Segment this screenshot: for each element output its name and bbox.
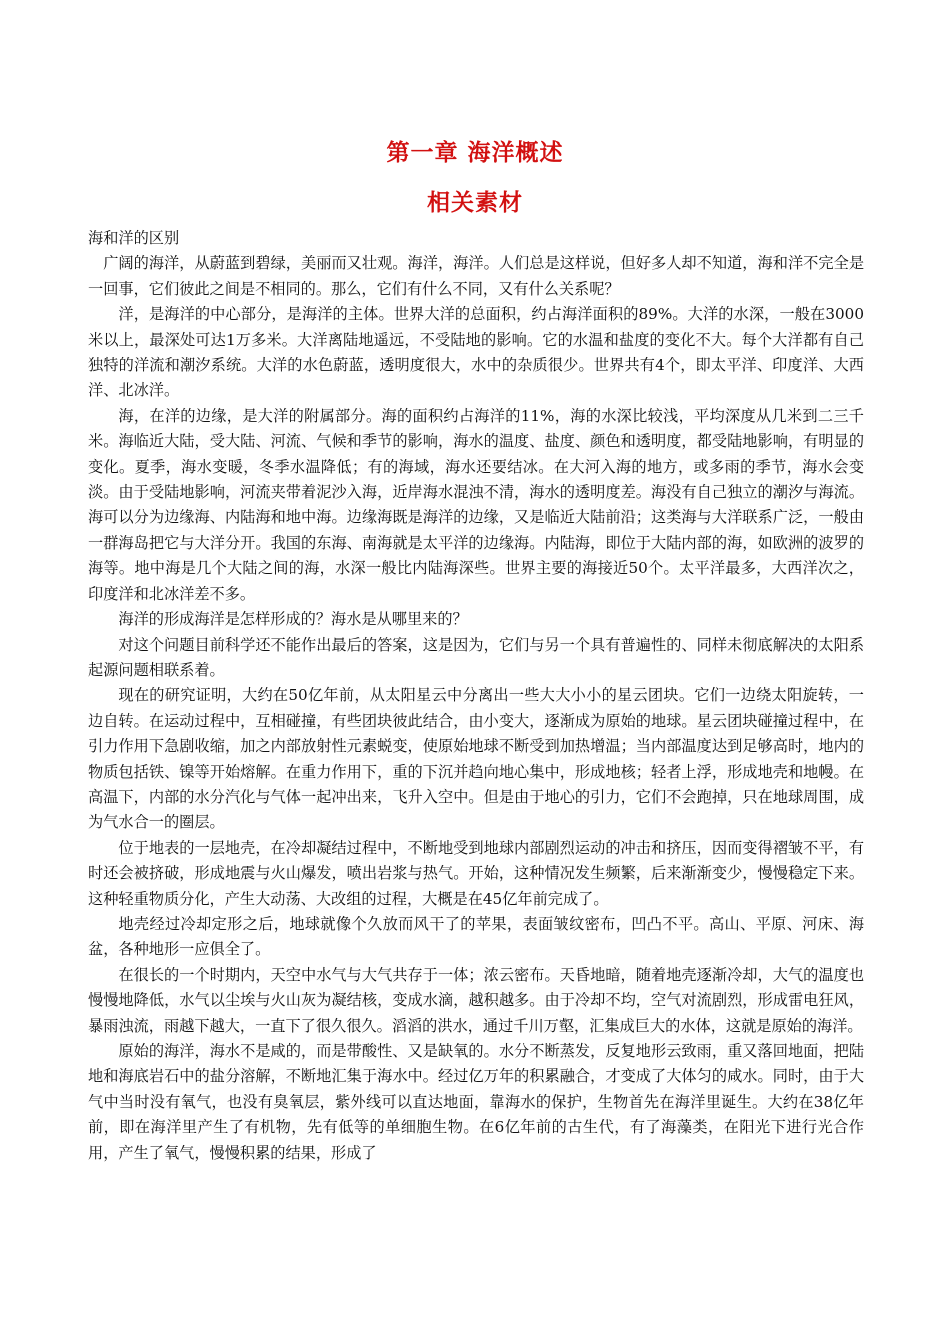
- document-body: [88, 226, 864, 1166]
- paragraph: 原始的海洋，海水不是咸的，而是带酸性、又是缺氧的。水分不断蒸发，反复地形云致雨，重又落回地面，把陆地和海底岩石中的盐分溶解，不断地汇集于海水中。经过亿万年的积累融合，才变成了大体匀的咸水。同时，由于大气中当时没有氧气，也没有臭氧层，紫外线可以直达地面，靠海水的保护，生物首先在海洋里诞生。大约在38亿年前，即在海洋里产生了有机物，先有低等的单细胞生物。在6亿年前的古生代，有了海藻类，在阳光下进行光合作用，产生了氧气，慢慢积累的结果，形成了: [88, 1042, 864, 1162]
- paragraph: 现在的研究证明，大约在50亿年前，从太阳星云中分离出一些大大小小的星云团块。它们一边绕太阳旋转，一边自转。在运动过程中，互相碰撞，有些团块彼此结合，由小变大，逐渐成为原始的地球。星云团块碰撞过程中，在引力作用下急剧收缩，加之内部放射性元素蜕变，使原始地球不断受到加热增温；当内部温度达到足够高时，地内的物质包括铁、镍等开始熔解。在重力作用下，重的下沉并趋向地心集中，形成地核；轻者上浮，形成地壳和地幔。在高温下，内部的水分汽化与气体一起冲出来，飞升入空中。但是由于地心的引力，它们不会跑掉，只在地球周围，成为气水合一的圈层。: [88, 686, 864, 832]
- paragraph: 在很长的一个时期内，天空中水气与大气共存于一体；浓云密布。天昏地暗，随着地壳逐渐冷却，大气的温度也慢慢地降低，水气以尘埃与火山灰为凝结核，变成水滴，越积越多。由于冷却不均，空气对流剧烈，形成雷电狂风，暴雨浊流，雨越下越大，一直下了很久很久。滔滔的洪水，通过千川万壑，汇集成巨大的水体，这就是原始的海洋。: [88, 965, 864, 1035]
- section-subtitle: 相关素材: [427, 190, 523, 216]
- paragraph: 海，在洋的边缘，是大洋的附属部分。海的面积约占海洋的11%，海的水深比较浅，平均深度从几米到二三千米。海临近大陆，受大陆、河流、气候和季节的影响，海水的温度、盐度、颜色和透明度，都受陆地影响，有明显的变化。夏季，海水变暖，冬季水温降低；有的海域，海水还要结冰。在大河入海的地方，或多雨的季节，海水会变淡。由于受陆地影响，河流夹带着泥沙入海，近岸海水混浊不清，海水的透明度差。海没有自己独立的潮汐与海流。海可以分为边缘海、内陆海和地中海。边缘海既是海洋的边缘，又是临近大陆前沿；这类海与大洋联系广泛，一般由一群海岛把它与大洋分开。我国的东海、南海就是太平洋的边缘海。内陆海，即位于大陆内部的海，如欧洲的波罗的海等。地中海是几个大陆之间的海，水深一般比内陆海深些。世界主要的海接近50个。太平洋最多，大西洋次之，印度洋和北冰洋差不多。: [88, 406, 864, 603]
- paragraph: 广阔的海洋，从蔚蓝到碧绿，美丽而又壮观。海洋，海洋。人们总是这样说，但好多人却不知道，海和洋不完全是一回事，它们彼此之间是不相同的。那么，它们有什么不同，又有什么关系呢？: [88, 254, 864, 298]
- paragraph: 地壳经过冷却定形之后，地球就像个久放而风干了的苹果，表面皱纹密布，凹凸不平。高山、平原、河床、海盆，各种地形一应俱全了。: [88, 914, 864, 959]
- paragraph: 位于地表的一层地壳，在冷却凝结过程中，不断地受到地球内部剧烈运动的冲击和挤压，因而变得褶皱不平，有时还会被挤破，形成地震与火山爆发，喷出岩浆与热气。开始，这种情况发生频繁，后来渐渐变少，慢慢稳定下来。这种轻重物质分化，产生大动荡、大改组的过程，大概是在45亿年前完成了。: [88, 838, 864, 908]
- section-heading: 海和洋的区别: [88, 229, 180, 247]
- paragraph: 海洋的形成海洋是怎样形成的？海水是从哪里来的？: [118, 610, 468, 629]
- chapter-title: 第一章 海洋概述: [386, 140, 564, 166]
- paragraph: 洋，是海洋的中心部分，是海洋的主体。世界大洋的总面积，约占海洋面积的89%。大洋的水深，一般在3000米以上，最深处可达1万多米。大洋离陆地遥远，不受陆地的影响。它的水温和盐度的变化不大。每个大洋都有自己独特的洋流和潮汐系统。大洋的水色蔚蓝，透明度很大，水中的杂质很少。世界共有4个，即太平洋、印度洋、大西洋、北冰洋。: [88, 305, 864, 400]
- paragraph: 对这个问题目前科学还不能作出最后的答案，这是因为，它们与另一个具有普遍性的、同样未彻底解决的太阳系起源问题相联系着。: [88, 635, 864, 679]
